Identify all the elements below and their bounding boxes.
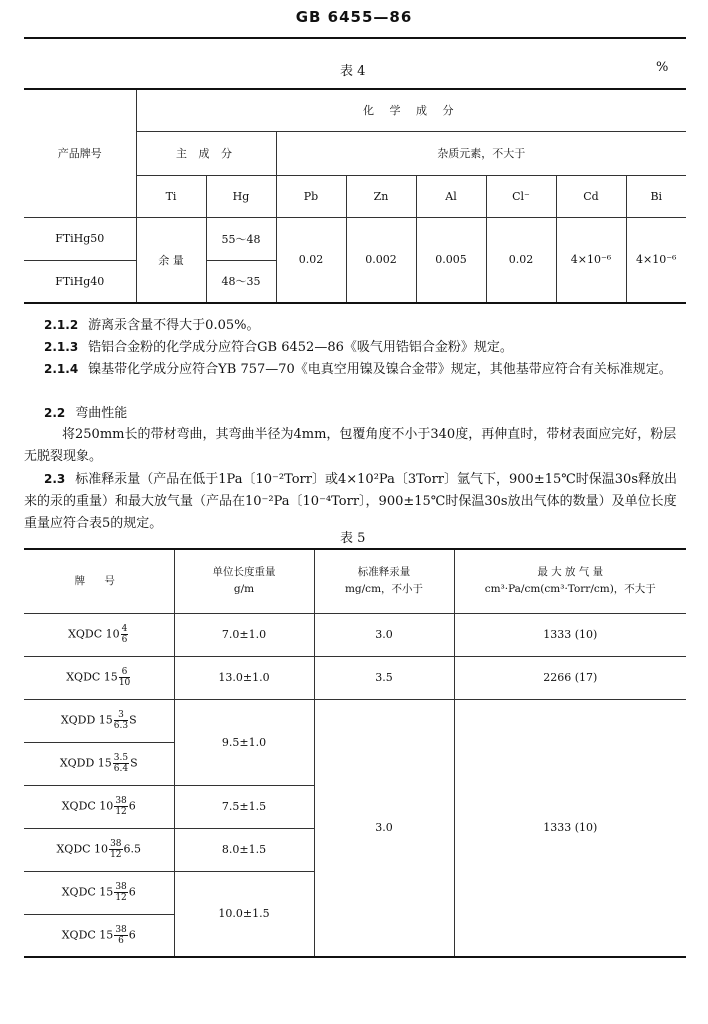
table4-caption: 表 4 (340, 64, 366, 79)
clause-number: 2.1.2 (44, 318, 79, 332)
cd-value: 4×10⁻⁶ (556, 217, 626, 303)
weight-value: 8.0±1.5 (174, 828, 314, 871)
element-cd: Cd (556, 175, 626, 217)
element-bi: Bi (626, 175, 686, 217)
outgas-header-unit: cm³·Pa/cm(cm³·Torr/cm)，不大于 (484, 583, 656, 596)
bi-value: 4×10⁻⁶ (626, 217, 686, 303)
weight-value: 13.0±1.0 (174, 656, 314, 699)
table5-weight-header (174, 549, 314, 613)
clause-text: 镍基带化学成分应符合YB 757—70《电真空用镍及镍合金带》规定，其他基带应符合有关标准规定。 (88, 362, 672, 377)
weight-value: 9.5±1.0 (174, 699, 314, 785)
mercury-header-unit: mg/cm，不小于 (344, 583, 424, 596)
zn-value: 0.002 (346, 217, 416, 303)
table4-unit: % (656, 60, 669, 75)
product-name: FTiHg50 (24, 217, 136, 260)
clause-number: 2.3 (44, 472, 66, 486)
clause-2-1-3 (24, 336, 686, 359)
element-zn: Zn (346, 175, 416, 217)
clause-2-2-text: 将250mm长的带材弯曲，其弯曲半径为4mm，包覆角度不小于340度，再伸直时，带材表面应完好，粉层无脱裂现象。 (24, 427, 677, 464)
element-ti: Ti (136, 175, 206, 217)
table4 (24, 88, 686, 304)
clause-text: 游离汞含量不得大于0.05%。 (88, 318, 260, 333)
brand-cell: XQDC 15 $\frac{38}{6}$ 6 (24, 914, 174, 957)
table4-product-header: 产品牌号 (24, 89, 136, 217)
mercury-value: 3.5 (314, 656, 454, 699)
element-pb: Pb (276, 175, 346, 217)
table4-main-header: 主 成 分 (136, 131, 276, 175)
outgas-header-label: 最 大 放 气 量 (537, 566, 604, 579)
brand-cell: XQDC 15 $\frac{6}{10}$ (24, 656, 174, 699)
standard-code: GB 6455—86 (295, 8, 413, 26)
mercury-value: 3.0 (314, 613, 454, 656)
clause-2-1-2 (24, 314, 686, 337)
clause-2-2-heading (24, 402, 686, 425)
brand-cell: XQDC 10 $\frac{38}{12}$ 6 (24, 785, 174, 828)
table5-mercury-header (314, 549, 454, 613)
brand-cell: XQDC 10 $\frac{38}{12}$ 6.5 (24, 828, 174, 871)
weight-header-unit: g/m (233, 583, 255, 596)
clause-number: 2.1.4 (44, 362, 79, 376)
outgas-value: 2266 (17) (454, 656, 686, 699)
outgas-value: 1333 (10) (454, 613, 686, 656)
table4-chemical-header: 化 学 成 分 (136, 89, 686, 131)
header-rule (24, 37, 686, 39)
clause-2-1-4 (24, 358, 686, 381)
brand-cell: XQDC 10 $\frac{4}{6}$ (24, 613, 174, 656)
pb-value: 0.02 (276, 217, 346, 303)
clause-title: 弯曲性能 (75, 406, 128, 421)
element-hg: Hg (206, 175, 276, 217)
mercury-header-label: 标准释汞量 (357, 566, 411, 579)
element-cl: Cl⁻ (486, 175, 556, 217)
brand-cell: XQDD 15 $\frac{3}{6.3}$ S (24, 699, 174, 742)
ti-value: 余 量 (136, 217, 206, 303)
table5 (24, 548, 686, 958)
clause-number: 2.2 (44, 406, 66, 420)
weight-value: 10.0±1.5 (174, 871, 314, 957)
brand-cell: XQDC 15 $\frac{38}{12}$ 6 (24, 871, 174, 914)
hg-value: 55～48 (206, 217, 276, 260)
clause-number: 2.1.3 (44, 340, 79, 354)
clause-text: 锆铝合金粉的化学成分应符合GB 6452—86《吸气用锆铝合金粉》规定。 (88, 340, 513, 355)
product-name: FTiHg40 (24, 260, 136, 303)
mercury-value: 3.0 (314, 699, 454, 957)
table5-brand-header: 牌 号 (24, 549, 174, 613)
element-al: Al (416, 175, 486, 217)
weight-value: 7.0±1.0 (174, 613, 314, 656)
outgas-value: 1333 (10) (454, 699, 686, 957)
clause-text: 标准释汞量（产品在低于1Pa〔10⁻²Torr〕或4×10²Pa〔3Torr〕氩气下，900±15℃时保温30s释放出来的汞的重量）和最大放气量（产品在10⁻²Pa〔10⁻⁴Torr〕，900±15℃时保温30s放出气体的数量）及单位长度重量应符合表5的规定。 (24, 472, 678, 531)
clause-2-3 (24, 468, 686, 535)
weight-value: 7.5±1.5 (174, 785, 314, 828)
al-value: 0.005 (416, 217, 486, 303)
cl-value: 0.02 (486, 217, 556, 303)
table4-impurity-header: 杂质元素，不大于 (276, 131, 686, 175)
hg-value: 48～35 (206, 260, 276, 303)
table5-caption: 表 5 (340, 531, 366, 546)
weight-header-label: 单位长度重量 (212, 566, 276, 579)
brand-cell: XQDD 15 $\frac{3.5}{6.4}$ S (24, 742, 174, 785)
table5-outgas-header (454, 549, 686, 613)
